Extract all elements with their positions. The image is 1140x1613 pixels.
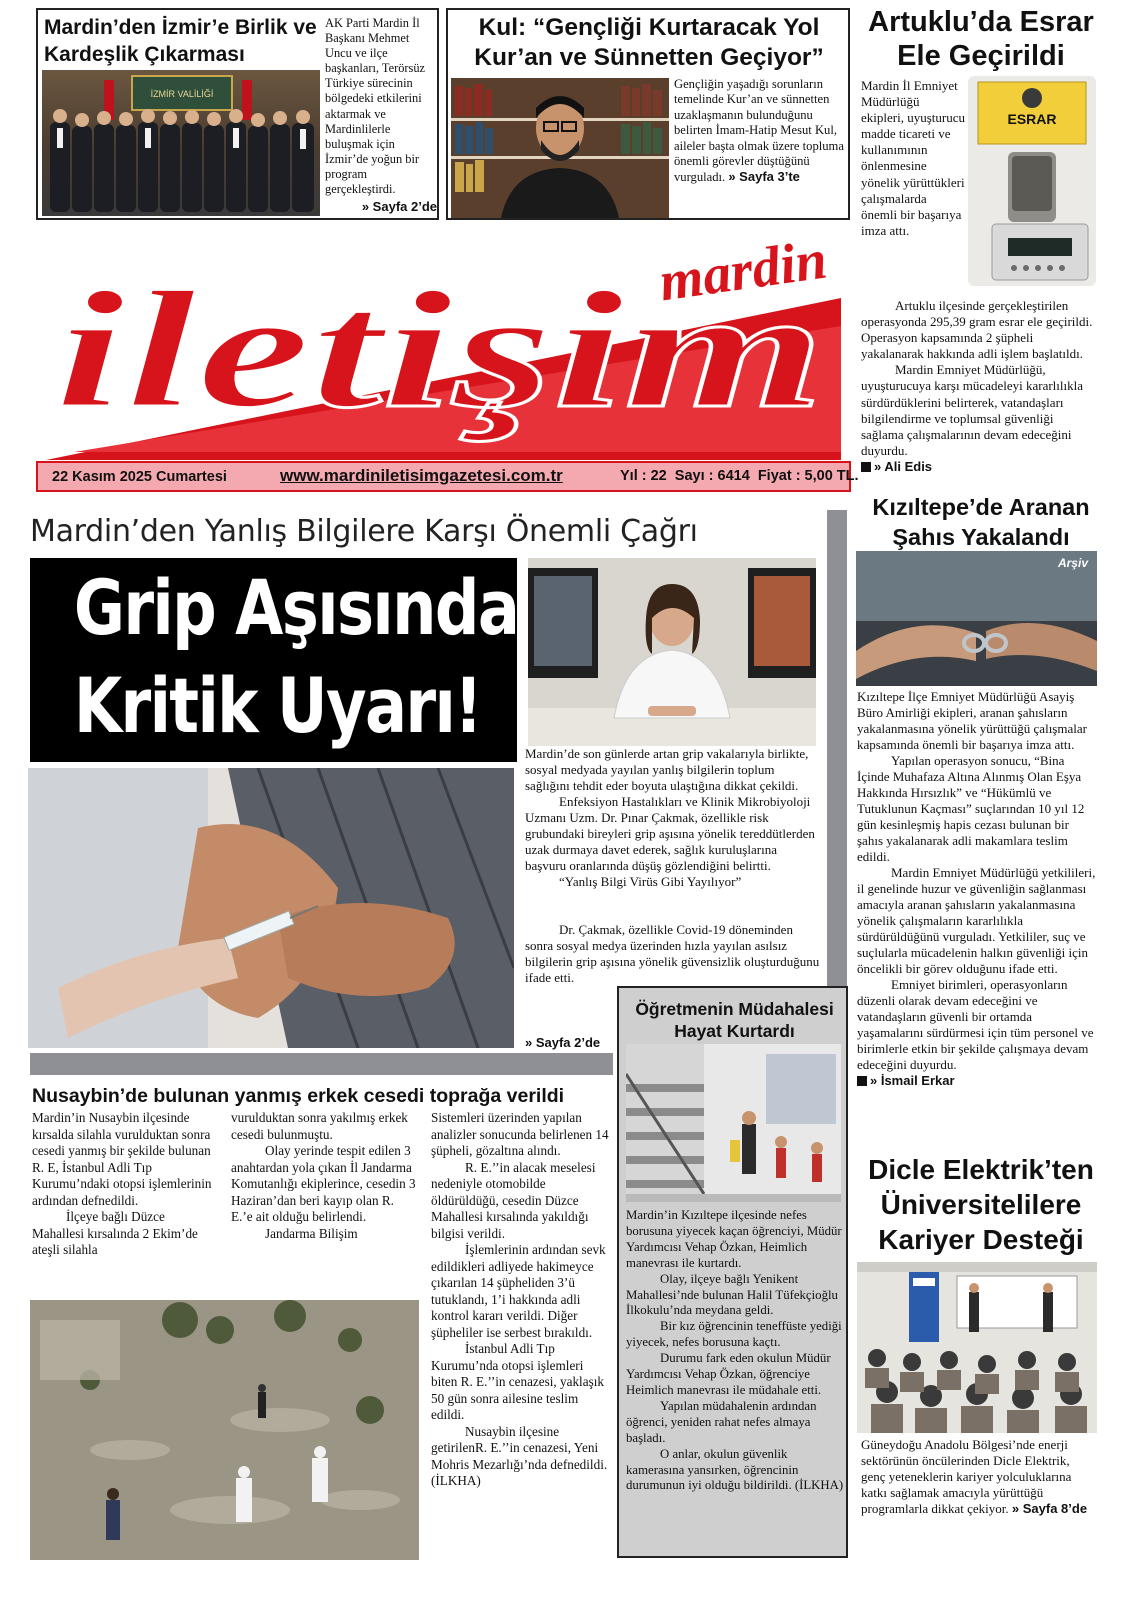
school-illustration (626, 1044, 841, 1202)
artuklu-paragraph-3: Mardin Emniyet Müdürlüğü, uyuşturucuya karşı mücadeleyi kararlılıkla sürdürdüklerini belirterek, vatandaşları bilgilendirme ve toplumsal güvenliği sağlama çalışmalarının devam edeceğini duyurdu. (861, 362, 1084, 458)
esrar-illustration (968, 76, 1096, 286)
kiziltepe-paragraph-2: Yapılan operasyon sonucu, “Bina İçinde Muhafaza Altına Alınmış Olan Eşya Hakkında Hırsızlık” ve “Hükümlü ve Tutuklunun Kaçması” suçlarından 10 yıl 12 gün kesinleşmiş hapis cezası bulunan bir şahıs yakalanarak adli makamlara teslim edildi. (857, 753, 1085, 864)
teacher-paragraph-4: Durumu fark eden okulun Müdür Yardımcısı Vehap Özkan, öğrenciye Heimlich manevrası ile müdahale etti. (626, 1351, 831, 1397)
main-page-reference[interactable]: » Sayfa 2’de (525, 1035, 601, 1050)
artuklu-body (861, 298, 1097, 475)
page-reference[interactable]: » Sayfa 2’de (361, 199, 437, 215)
nusaybin-col1-paragraph-1: Mardin’in Nusaybin ilçesinde kırsalda silahla vurulduktan sonra cesedi yanmış bir şekilde bulunan R. E, İstanbul Adli Tıp Kurumu’ndaki otopsi işlemlerinin ardından defnedildi. (32, 1110, 212, 1208)
nusaybin-col1-paragraph-2: İlçeye bağlı Düzce Mahallesi kırsalında 2 Ekim’de ateşli silahla (32, 1209, 198, 1257)
kiziltepe-paragraph-3: Mardin Emniyet Müdürlüğü yetkilileri, il genelinde huzur ve güvenliğin sağlanması amacıyla aranan şahısların yakalanmasına yönelik çalışmaların kararlılıkla sürdürüldüğünü vurguladı. Yetkililer, suç ve suçlularla mücadelenin halkın güvenliği için öncelikli bir görev olduğunu ifade etti. (857, 865, 1096, 976)
vertical-divider (827, 510, 847, 1050)
kiziltepe-paragraph-4: Emniyet birimleri, operasyonların düzenli olarak devam edeceğini ve vatandaşların güvenli bir ortamda yaşamalarını sürdürmesi için tüm personel ve birimlerle etkin bir şekilde çalışmaya devam edeceğini duyurdu. (857, 977, 1094, 1072)
group-photo-illustration (42, 70, 320, 216)
main-headline-line1: Grip Aşısında (73, 563, 519, 652)
teacher-paragraph-5: Yapılan müdahalenin ardından öğrenci, yeniden rahat nefes almaya başladı. (626, 1398, 817, 1445)
bullet-icon (861, 462, 871, 472)
page-reference[interactable]: » Sayfa 3’te (728, 169, 800, 185)
nusaybin-col3-paragraph-4: İstanbul Adli Tıp Kurumu’nda otopsi işlemleri biten R. E.’’in cenazesi, yaklaşık 50 gün sonra ailesine teslim edildi. (431, 1341, 604, 1422)
esrar-photo (968, 76, 1096, 286)
group-photo (42, 70, 320, 216)
story-headline: Mardin’den İzmir’e Birlik ve Kardeşlik Çıkarması (44, 16, 317, 66)
issue-date: 22 Kasım 2025 Cumartesi (52, 469, 227, 485)
logo-mardin: mardin (655, 228, 831, 314)
rural-scene-illustration (30, 1300, 419, 1560)
nusaybin-col3-paragraph-2: R. E.’’in alacak meselesi nedeniyle otomobilde öldürüldüğü, cesedin Düzce Mahallesi kırsalında yakıldığı bilgisi verildi. (431, 1159, 596, 1241)
photo-sign: İZMİR VALİLİĞİ (150, 89, 214, 99)
handcuff-illustration (856, 551, 1097, 686)
nusaybin-col2-paragraph-3: Jandarma Bilişim (265, 1225, 358, 1241)
handcuff-photo (856, 551, 1097, 686)
artuklu-lead (861, 78, 965, 239)
masthead (36, 228, 851, 468)
seminar-photo (857, 1262, 1097, 1433)
teacher-headline: Öğretmenin Müdahalesi Hayat Kurtardı (635, 999, 834, 1041)
dicle-body (861, 1437, 1097, 1517)
horizontal-divider (30, 1053, 613, 1075)
main-paragraph-2: Enfeksiyon Hastalıkları ve Klinik Mikrobiyoloji Uzmanı Uzm. Dr. Pınar Çakmak, özellikle risk grubundaki bireyleri grip aşısına yönelik tereddütlerden uzak durmaya davet ederek, sağlık kuruluşlarına başvuru oranlarında düşüş gözlendiğini belirtti. (525, 794, 815, 873)
story-text: AK Parti Mardin İl Başkanı Mehmet Uncu ve ilçe başkanları, Terörsüz Türkiye sürecinin bölgedeki etkilerini aktarmak ve Mardinlilerle buluşmak için İzmir’de yoğun bir program gerçekleştirdi. (325, 16, 426, 197)
nusaybin-col3-paragraph-1: Sistemleri üzerinden yapılan analizler sonucunda belirlenen 14 şüpheli, gözaltına alındı. (431, 1110, 609, 1158)
main-paragraph-3-lead: Dr. Çakmak, özellikle Covid-19 döneminden sonra sosyal medya üzerinden hızla yayılan asılsız bilgilerin grip aşısına yönelik güvensizlik oluşturduğunu ifade etti. (525, 922, 820, 985)
teacher-body (626, 1208, 844, 1494)
teacher-story (617, 986, 848, 1558)
story-headline: Kul: “Gençliği Kurtaracak Yol Kur’an ve Sünnetten Geçiyor” (474, 14, 824, 71)
dicle-headline: Dicle Elektrik’ten Üniversitelilere Kariyer Desteği (868, 1154, 1094, 1255)
main-paragraph-1: Mardin’de son günlerde artan grip vakalarıyla birlikte, sosyal medyada yayılan yanlış bilgilerin toplum sağlığını tehdit eder boyuta ulaştığına dikkat çekildi. (525, 746, 809, 793)
nusaybin-col3-paragraph-5: Nusaybin ilçesine getirilenR. E.’’in cenazesi, Yeni Mohris Mezarlığı’nda defnedildi. (İLKHA) (431, 1423, 608, 1488)
masthead-logo[interactable] (36, 228, 851, 468)
teacher-paragraph-6: O anlar, okulun güvenlik kamerasına yansırken, öğrencinin durumunun iyi olduğu bildirildi. (İLKHA) (626, 1446, 844, 1493)
story-body (325, 16, 437, 214)
story-text: Gençliğin yaşadığı sorunların temelinde Kur’an ve sünnetten uzaklaşmanın bulunduğunu belirten İmam-Hatip Mesut Kul, aileler başta olmak üzere topluma önemli görevler düştüğünü vurguladı. (674, 77, 844, 185)
doctor-illustration (528, 558, 816, 746)
vaccine-illustration (28, 768, 514, 1048)
logo-iletisim: iletişim (54, 257, 824, 443)
artuklu-headline: Artuklu’da Esrar Ele Geçirildi (868, 6, 1094, 72)
story-body (674, 77, 846, 186)
archive-label: Arşiv (1057, 556, 1088, 570)
story-kul (446, 8, 850, 220)
doctor-photo (528, 558, 816, 746)
portrait-illustration (451, 78, 669, 218)
main-story-body (525, 746, 821, 890)
bullet-icon (857, 1076, 867, 1086)
website-link[interactable]: www.mardiniletisimgazetesi.com.tr (280, 466, 563, 485)
kiziltepe-paragraph-1: Kızıltepe İlçe Emniyet Müdürlüğü Asayiş Büro Amirliği ekipleri, aranan şahısların yakalanmasına yönelik yürüttüğü çalışmalar kapsamında önemli bir başarıya imza attı. (857, 689, 1087, 752)
author-byline: » İsmail Erkar (870, 1073, 955, 1088)
main-paragraph-3 (525, 922, 821, 986)
masthead-strip (36, 461, 859, 492)
main-headline-line2: Kritik Uyarı! (73, 661, 481, 750)
nusaybin-col3 (431, 1110, 611, 1490)
artuklu-paragraph-2: Artuklu ilçesinde gerçekleştirilen operasyonda 295,39 gram esrar ele geçirildi. Operasyon kapsamında 2 şüpheli yakalanarak hakkında adli işlem başlatıldı. (861, 298, 1093, 362)
nusaybin-col2-paragraph-2: Olay yerinde tespit edilen 3 anahtardan yola çıkan İl Jandarma Komutanlığı ekiplerince, cesedin 3 Haziran’dan beri kayıp olan R. E.’e ait olduğu belirlendi. (231, 1143, 416, 1224)
rural-scene-photo (30, 1300, 419, 1560)
author-byline: » Ali Edis (874, 458, 933, 474)
nusaybin-col3-paragraph-3: İşlemlerinin ardından sevk edildikleri adliyede hakimeyce çıkarılan 14 şüpheliden 3’ü tutuklandı, 1’i hakkında adli kontrol kararı verildi. Diğer şüpheliler ise serbest bırakıldı. (431, 1242, 606, 1340)
teacher-paragraph-1: Mardin’in Kızıltepe ilçesinde nefes borusuna yiyecek kaçan öğrenciyi, Müdür Yardımcısı Vehap Özkan, Heimlich manevrası ile kurtardı. (626, 1208, 842, 1270)
dicle-text: Güneydoğu Anadolu Bölgesi’nde enerji sektörünün öncülerinden Dicle Elektrik, genç yeteneklerin kariyer yolculuklarına katkı sağlamak amacıyla yürüttüğü programlarla dikkat çekiyor. (861, 1437, 1072, 1516)
page-reference[interactable]: » Sayfa 8’de (1011, 1501, 1088, 1516)
story-mardin-izmir (36, 8, 439, 220)
nusaybin-col1 (32, 1110, 212, 1259)
nusaybin-headline: Nusaybin’de bulunan yanmış erkek cesedi toprağa verildi (32, 1085, 565, 1107)
seminar-illustration (857, 1262, 1097, 1433)
issue-info: Yıl : 22 Sayı : 6414 Fiyat : 5,00 TL. (620, 468, 859, 484)
main-subhead: “Yanlış Bilgi Virüs Gibi Yayılıyor” (559, 874, 742, 889)
main-story-continued (525, 922, 821, 986)
main-headline-box (30, 558, 517, 762)
school-photo (626, 1044, 841, 1202)
vaccine-photo (28, 768, 514, 1048)
teacher-paragraph-3: Bir kız öğrencinin teneffüste yediği yiyecek, nefes borusuna kaçtı. (626, 1319, 842, 1350)
esrar-label: ESRAR (1007, 111, 1057, 127)
kicker: Mardin’den Yanlış Bilgilere Karşı Önemli Çağrı (30, 514, 698, 549)
kiziltepe-body (857, 689, 1097, 1089)
teacher-paragraph-2: Olay, ilçeye bağlı Yenikent Mahallesi’nde bulunan Halil Tüfekçioğlu İlkokulu’nda meydana geldi. (626, 1271, 838, 1318)
nusaybin-col2 (231, 1110, 417, 1242)
nusaybin-col2-paragraph-1: vurulduktan sonra yakılmış erkek cesedi bulunmuştu. (231, 1110, 408, 1142)
kiziltepe-headline: Kızıltepe’de Aranan Şahıs Yakalandı (872, 494, 1090, 550)
portrait-photo (451, 78, 669, 218)
artuklu-lead-text: Mardin İl Emniyet Müdürlüğü ekipleri, uyuşturucu madde ticareti ve kullanımının önlenmesine yönelik yürüttükleri çalışmalarda önemli bir başarıya imza attı. (861, 78, 965, 238)
